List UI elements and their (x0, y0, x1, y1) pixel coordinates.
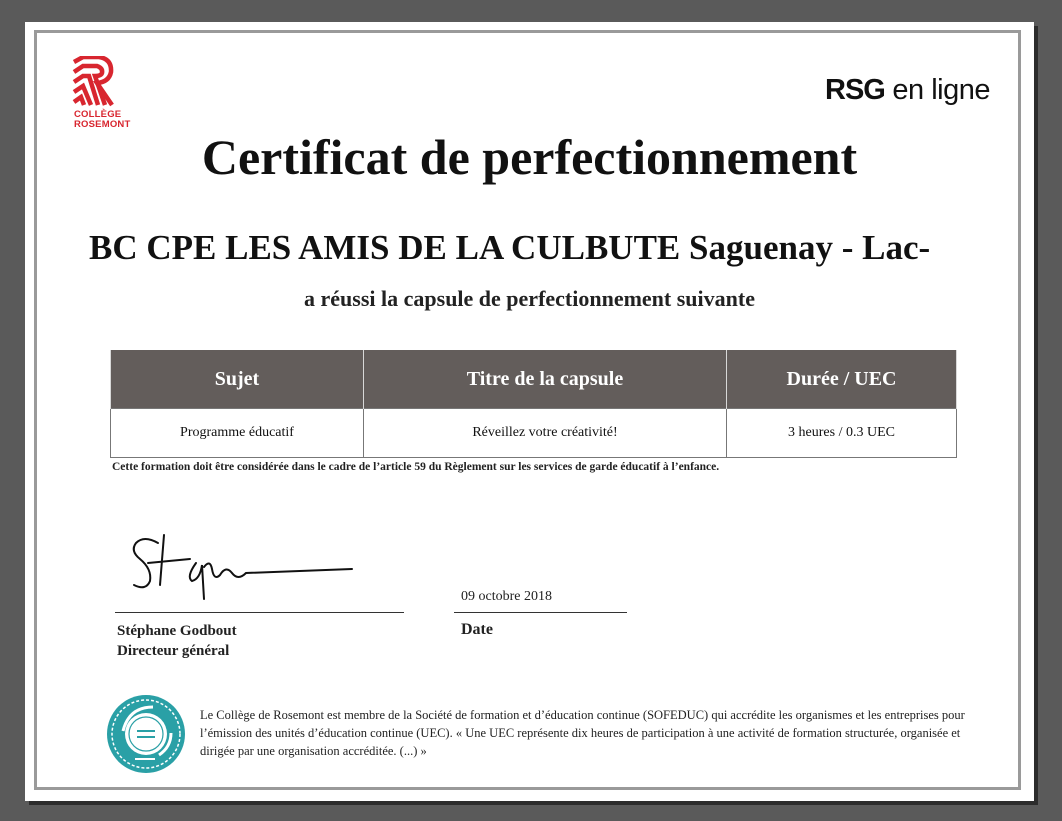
date-label: Date (461, 621, 493, 638)
recipient-name: BC CPE LES AMIS DE LA CULBUTE Saguenay - Lac- (89, 228, 931, 267)
cell-sujet: Programme éducatif (111, 409, 364, 458)
certificate-title: Certificat de perfectionnement (201, 129, 858, 185)
sofeduc-statement: Le Collège de Rosemont est membre de la Société de formation et d’éducation continue (SOFEDUC) qui accrédite les organismes et les entreprises pour l’émission des unités d’éducation continue (UEC). « Une UEC représente dix heures de participation à une activité de formation structurée, organisée et dirigée par une organisation accréditée. (...) » (200, 708, 965, 758)
rosemont-mark-icon (71, 56, 115, 108)
rsg-en-ligne-logo (825, 74, 990, 107)
logo-line1: COLLÈGE (74, 109, 122, 120)
cell-duree: 3 heures / 0.3 UEC (727, 409, 957, 458)
brand-bold: RSG (825, 74, 885, 106)
date-value: 09 octobre 2018 (461, 589, 552, 604)
logo-line2: ROSEMONT (74, 119, 131, 130)
date-line (454, 612, 627, 613)
signer-name: Stéphane Godbout (117, 623, 237, 639)
capsule-table (110, 350, 957, 458)
sofeduc-seal (105, 693, 187, 780)
sofeduc-seal-icon (105, 693, 187, 775)
column-header-duree: Durée / UEC (727, 350, 957, 409)
signer-title: Directeur général (117, 643, 230, 659)
column-header-titre: Titre de la capsule (364, 350, 727, 409)
brand-rest: en ligne (884, 74, 990, 106)
certificate-page (25, 22, 1034, 801)
table-header-row (111, 350, 957, 409)
cell-titre: Réveillez votre créativité! (364, 409, 727, 458)
handwritten-signature (120, 529, 360, 614)
signature-icon (120, 529, 360, 609)
column-header-sujet: Sujet (111, 350, 364, 409)
signature-line (115, 612, 404, 613)
table-row (111, 409, 957, 458)
regulation-note: Cette formation doit être considérée dans le cadre de l’article 59 du Règlement sur les services de garde éducatif à l’enfance. (112, 461, 720, 473)
certificate-subtitle: a réussi la capsule de perfectionnement suivante (304, 286, 755, 311)
college-rosemont-logo (71, 56, 141, 130)
